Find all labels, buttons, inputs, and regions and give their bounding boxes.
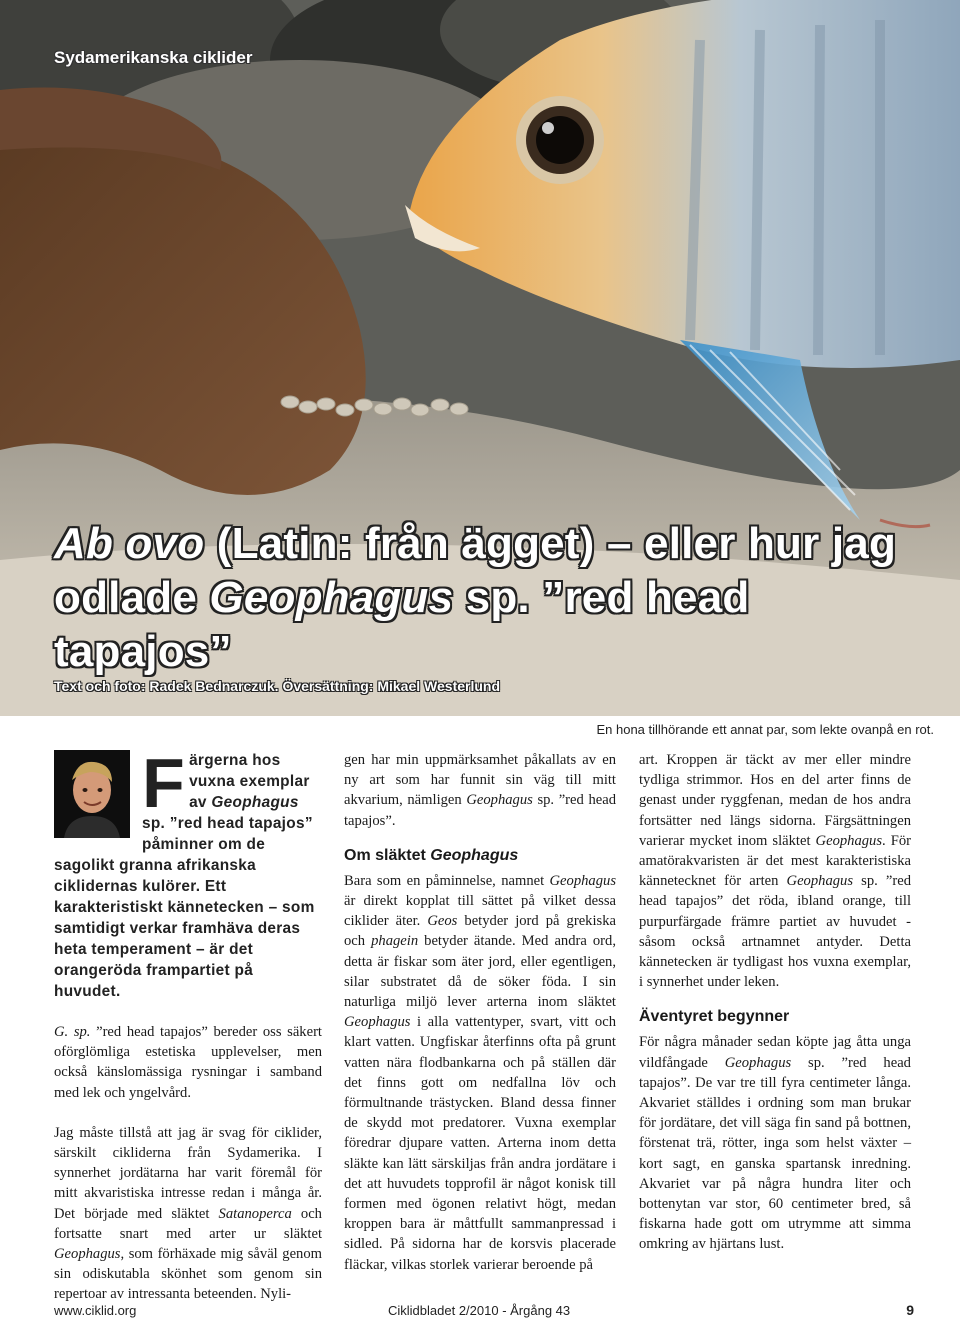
genus-italic: Geophagus <box>466 792 533 809</box>
paragraph-text: sp. ”red head tapajos”. De var tre till fyra centimeter långa. Akvariet ställdes i ordning som man brukar för jordätare, det vill säga fin sand på bottnen, förstenat trä, rötter, inga som helst växter – kort sagt, en ganska spartansk inredning. Akvariet var på några hundra liter och bottenytan var stor, 60 centimeter bred, så fiskarna hade gott om utrymme att simma omkring av hjärtans lust. <box>639 1054 911 1253</box>
genus-italic: G. sp. <box>54 1024 91 1040</box>
byline: Text och foto: Radek Bednarczuk. Översättning: Mikael Westerlund <box>54 678 501 694</box>
paragraph-text: sp. ”red head tapajos”. <box>344 792 616 829</box>
paragraph <box>54 1022 322 1103</box>
genus-italic: Geophagus <box>786 873 854 890</box>
column-2 <box>344 750 616 1275</box>
paragraph <box>639 750 911 992</box>
subheading-genus: Geophagus <box>430 846 519 864</box>
photo-caption: En hona tillhörande ett annat par, som lekte ovanpå en rot. <box>596 722 934 737</box>
paragraph-text: gen har min uppmärksamhet påkallats av en ny art som har funnit sin väg till mitt akvarium, nämligen <box>344 752 616 809</box>
paragraph-text: Jag måste tillstå att jag är svag för ciklider, särskilt cikliderna från Sydamerika. I synnerhet jordätarna har varit föremål för mitt akvaristiska intresse redan i många år. Det började med släktet <box>54 1124 322 1222</box>
genus-italic: Geophagus <box>815 832 883 849</box>
paragraph-text: . För amatörakvaristen är det mest karakteristiska kännetecknet för arten <box>639 832 911 890</box>
paragraph-text: , som förhäxade mig såväl genom sin odiskutabla skönhet som genom sin repertoar av intressanta beteenden. Nyli- <box>54 1246 322 1303</box>
page-number: 9 <box>906 1302 914 1318</box>
drop-cap: F <box>142 744 186 822</box>
paragraph <box>639 1032 911 1254</box>
genus-italic: Satanoperca <box>218 1205 292 1222</box>
paragraph-text: art. Kroppen är täckt av mer eller mindre tydliga strimmor. Hos en del arter finns de genast under ryggfenan, medan de hos andra fortsätter ned längs sidorna. Färgsättningen varierar mycket inom släktet <box>639 752 911 849</box>
headline-latin: Ab ovo <box>54 519 205 568</box>
paragraph-text: betyder jord på grekiska och <box>344 913 616 950</box>
lead-text-2: sp. ”red head tapajos” påminner om de sagolikt granna afrikanska ciklidernas kulörer. Ett karakteristiskt kännetecken – som samtidigt verkar framhäva deras heta temperament – är det orangeröda frampartiet på huvudet. <box>54 815 315 1000</box>
genus-italic: Geophagus <box>724 1054 792 1071</box>
subheading: Äventyret begynner <box>639 1008 790 1026</box>
paragraph-text: sp. ”red head tapajos” det röda, ibland orange, till purpurfärgade främre partiet av huvudet - såsom också artnamnet antyder. Detta kännetecken är tydligast hos vuxna exemplar, i synnerhet under leken. <box>639 873 911 991</box>
author-portrait <box>54 750 130 838</box>
paragraph <box>344 750 616 831</box>
paragraph-text: ”red head tapajos” bereder oss säkert oförglömliga estetiska upplevelser, men också känslomässiga rysningar i samband med lek och yngelvård. <box>54 1024 322 1101</box>
paragraph-text: är direkt kopplat till sättet på vilket dessa ciklider äter. <box>344 893 616 930</box>
paragraph-text: Bara som en påminnelse, namnet <box>344 872 550 889</box>
section-tag: Sydamerikanska ciklider <box>54 48 253 67</box>
paragraph <box>344 871 616 1275</box>
subheading-text: Om släktet <box>344 846 431 864</box>
lead-genus: Geophagus <box>211 794 299 811</box>
column-3 <box>639 750 911 1255</box>
footer-magazine-issue: Ciklidbladet 2/2010 - Årgång 43 <box>388 1303 571 1318</box>
lead-text-1: ärgerna hos vuxna exemplar av <box>189 752 310 811</box>
column-1 <box>54 744 322 1305</box>
genus-italic: Geophagus <box>549 872 616 889</box>
headline-genus: Geophagus <box>209 573 454 622</box>
paragraph-text: i alla vattentyper, svart, vitt och klart vatten. Ungfiskar återfinns ofta på grunt vatten nära flodbankarna och på ställen där det finns gott om nedfallna löv och förmultnande trästycken. Bland dessa finner de skydd mot predatorer. Vuxna exemplar föredrar djupare vatten. Arterna inom detta släkte kan lätt särskiljas från andra jordätare i det att huvudets topprofil är något konisk till formen med ögonen relativt högt, medan kroppen bara är måttfullt sammanpressad i sidled. På sidorna har de korsvis placerade fläckar, vilkas storlek varierar beroende på <box>344 1014 616 1273</box>
headline-text-1: (Latin: från ägget) – eller hur jag odlade <box>54 519 897 622</box>
paragraph-text: betyder ätande. Med andra ord, detta är fiskar som äter jord, eller egentligen, silar substratet då de söker föda. I sin naturliga miljö lever arterna inom släktet <box>344 933 616 1011</box>
paragraph-text: och fortsatte snart med arter ur släktet <box>54 1205 322 1242</box>
headline-text-2: sp. ”red head tapajos” <box>54 573 750 676</box>
term-italic: phagein <box>371 933 419 950</box>
article-headline <box>54 517 934 679</box>
paragraph <box>54 1123 322 1305</box>
genus-italic: Geophagus <box>344 1014 411 1031</box>
footer-website-link[interactable]: www.ciklid.org <box>54 1303 137 1318</box>
genus-italic: Geophagus <box>54 1246 121 1263</box>
subheading <box>344 847 616 865</box>
term-italic: Geos <box>427 913 458 930</box>
paragraph-text: För några månader sedan köpte jag åtta unga vildfångade <box>639 1034 911 1071</box>
